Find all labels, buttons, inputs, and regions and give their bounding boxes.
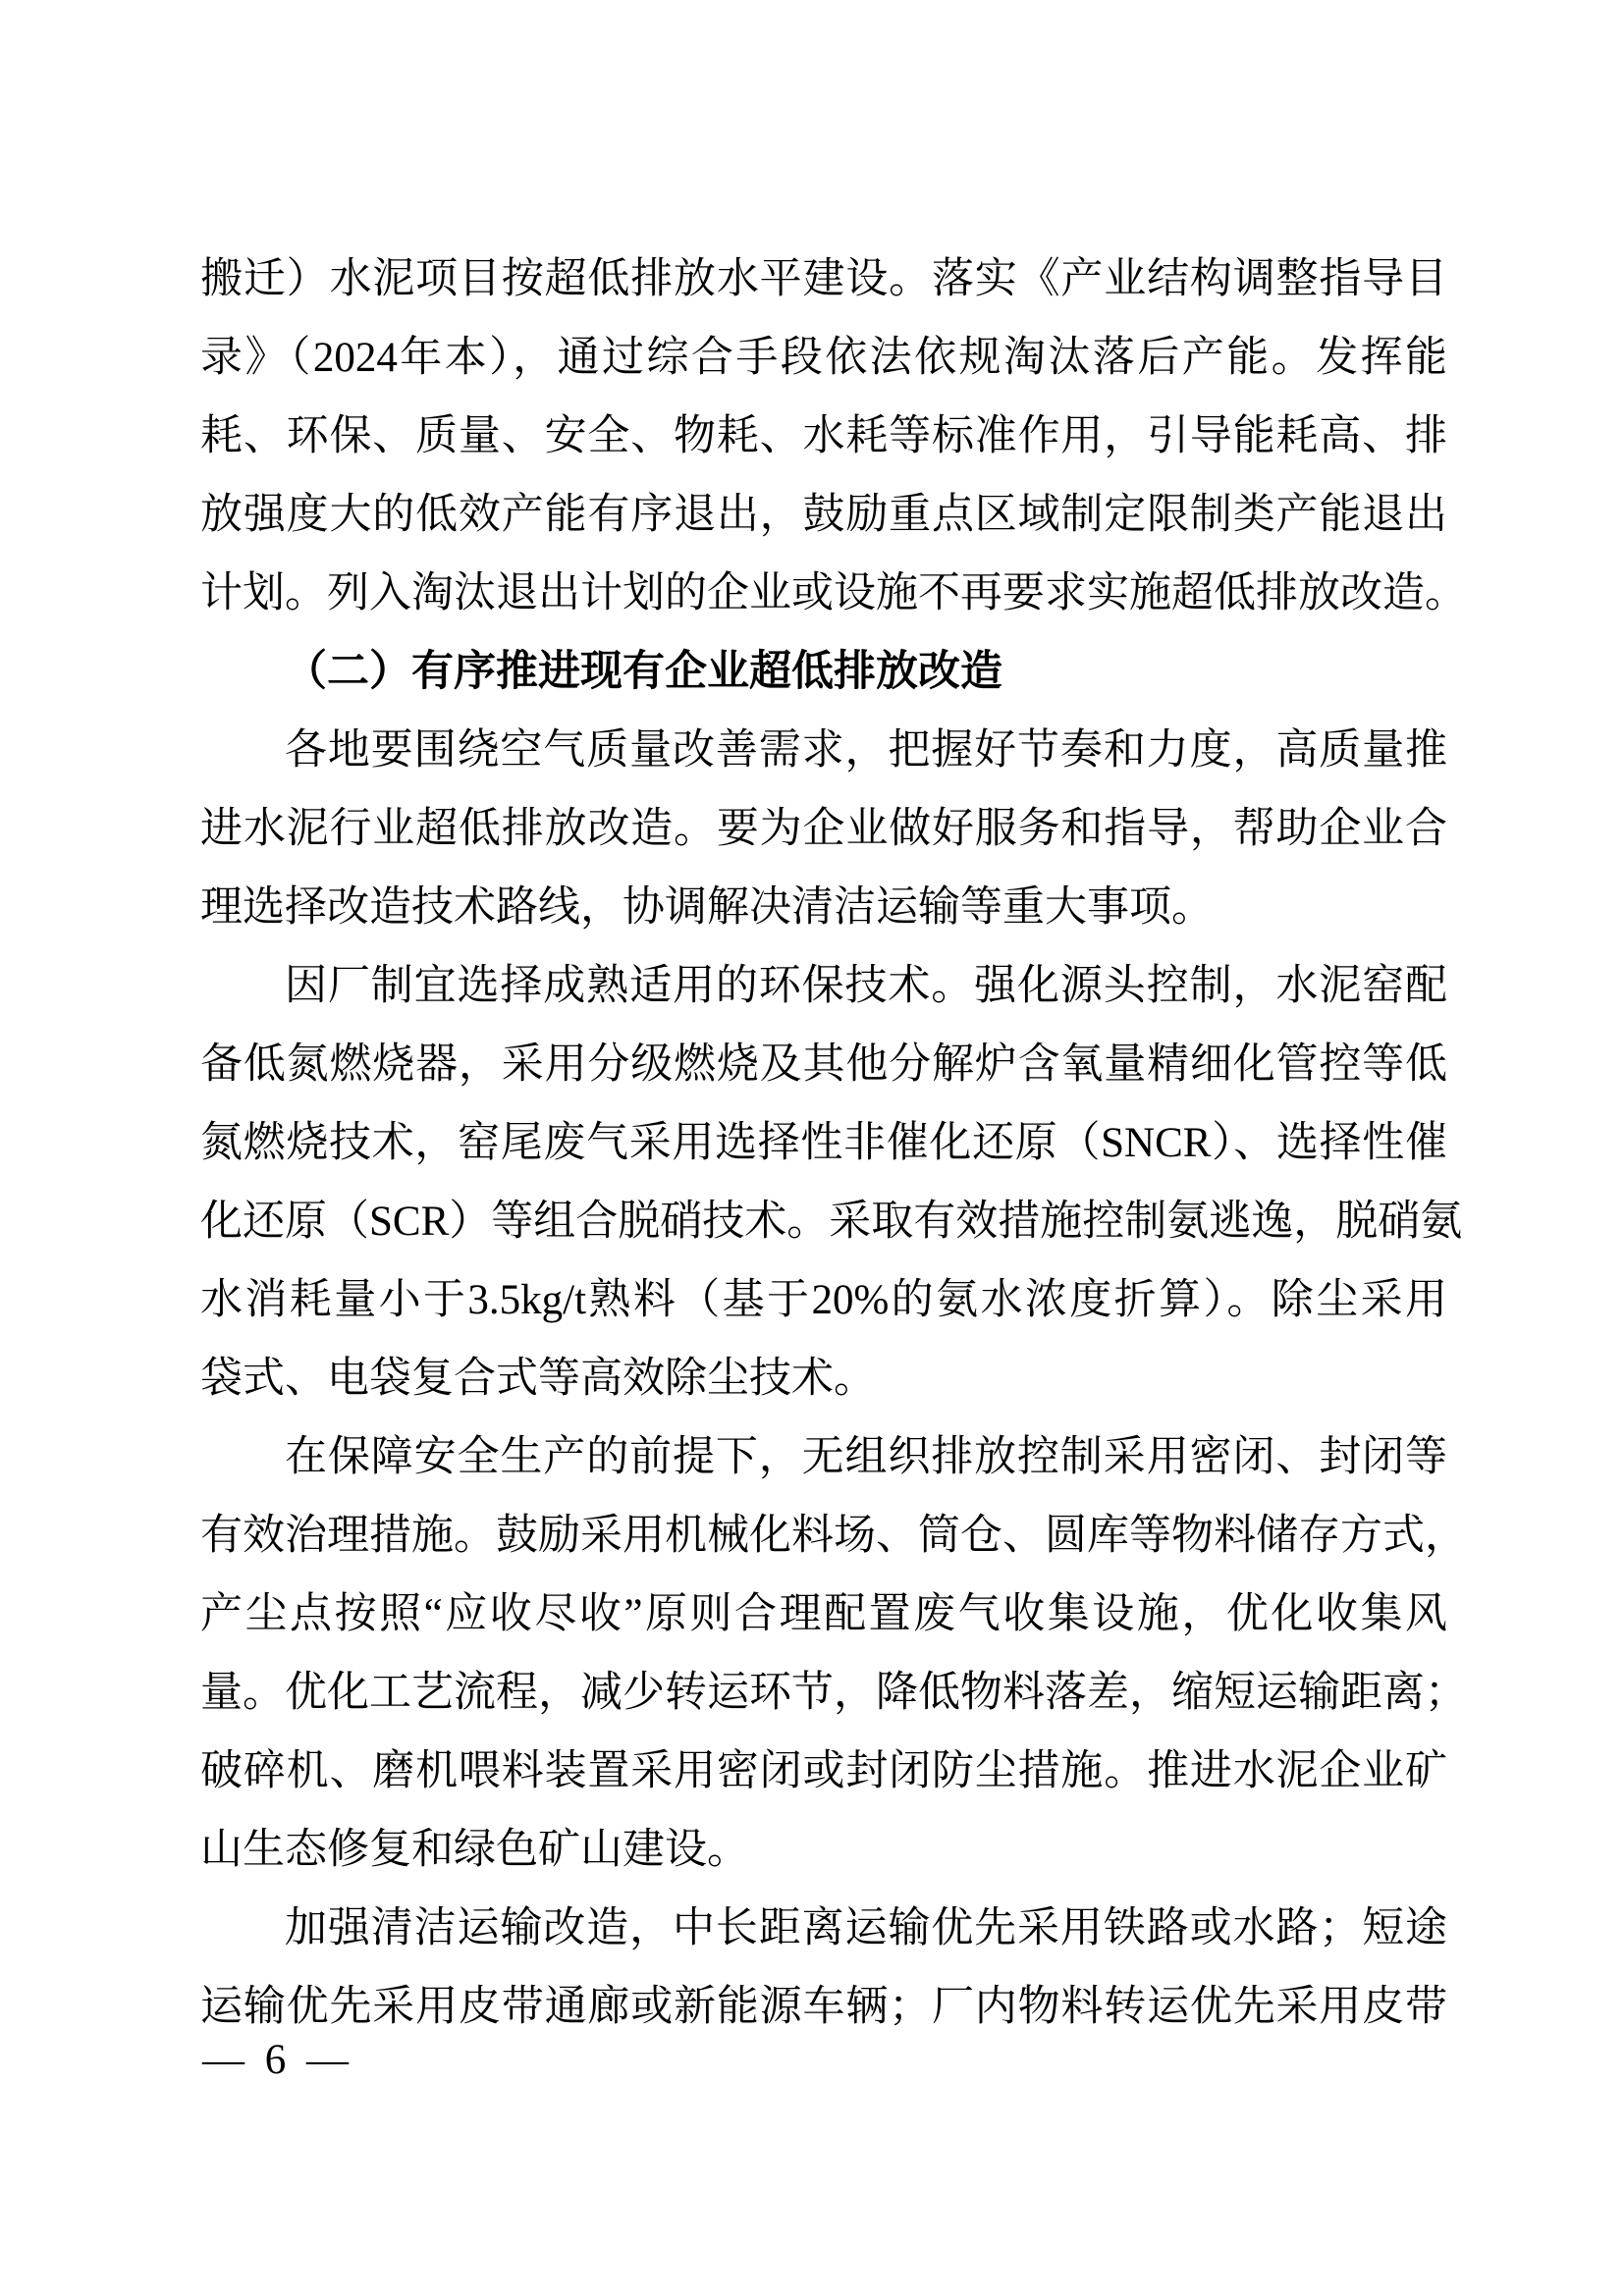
- text-line: 化还原（SCR）等组合脱硝技术。采取有效措施控制氨逃逸，脱硝氨: [200, 1199, 1463, 1245]
- text-line: 产尘点按照“应收尽收”原则合理配置废气收集设施，优化收集风: [200, 1591, 1447, 1637]
- text-line: 录》（2024年本），通过综合手段依法依规淘汰落后产能。发挥能: [200, 335, 1447, 381]
- text-line: 山生态修复和绿色矿山建设。: [200, 1827, 749, 1873]
- text-line: 备低氮燃烧器，采用分级燃烧及其他分解炉含氧量精细化管控等低: [200, 1041, 1447, 1088]
- text-line: 运输优先采用皮带通廊或新能源车辆；厂内物料转运优先采用皮带: [200, 1984, 1447, 2030]
- text-line: 在保障安全生产的前提下，无组织排放控制采用密闭、封闭等: [285, 1434, 1447, 1480]
- text-line: 进水泥行业超低排放改造。要为企业做好服务和指导，帮助企业合: [200, 806, 1447, 852]
- text-line: 放强度大的低效产能有序退出，鼓励重点区域制定限制类产能退出: [200, 492, 1447, 538]
- text-line: 各地要围绕空气质量改善需求，把握好节奏和力度，高质量推: [285, 727, 1447, 774]
- text-line: 破碎机、磨机喂料装置采用密闭或封闭防尘措施。推进水泥企业矿: [200, 1748, 1447, 1794]
- page-number: — 6 —: [202, 2037, 353, 2083]
- text-line: 加强清洁运输改造，中长距离运输优先采用铁路或水路；短途: [285, 1905, 1447, 1951]
- text-line: 有效治理措施。鼓励采用机械化料场、筒仓、圆库等物料储存方式，: [200, 1513, 1467, 1559]
- section-heading: （二）有序推进现有企业超低排放改造: [285, 649, 1002, 695]
- text-line: 水消耗量小于3.5kg/t熟料（基于20%的氨水浓度折算）。除尘采用: [200, 1277, 1447, 1323]
- text-line: 搬迁）水泥项目按超低排放水平建设。落实《产业结构调整指导目: [200, 256, 1447, 302]
- text-line: 袋式、电袋复合式等高效除尘技术。: [200, 1356, 876, 1402]
- text-line: 理选择改造技术路线，协调解决清洁运输等重大事项。: [200, 884, 1214, 931]
- text-line: 耗、环保、质量、安全、物耗、水耗等标准作用，引导能耗高、排: [200, 413, 1447, 459]
- text-line: 量。优化工艺流程，减少转运环节，降低物料落差，缩短运输距离；: [200, 1670, 1467, 1716]
- text-line: 计划。列入淘汰退出计划的企业或设施不再要求实施超低排放改造。: [200, 570, 1467, 616]
- page-body: [200, 240, 1467, 2047]
- text-line: 氮燃烧技术，窑尾废气采用选择性非催化还原（SNCR）、选择性催: [200, 1120, 1447, 1166]
- text-line: 因厂制宜选择成熟适用的环保技术。强化源头控制，水泥窑配: [285, 963, 1447, 1009]
